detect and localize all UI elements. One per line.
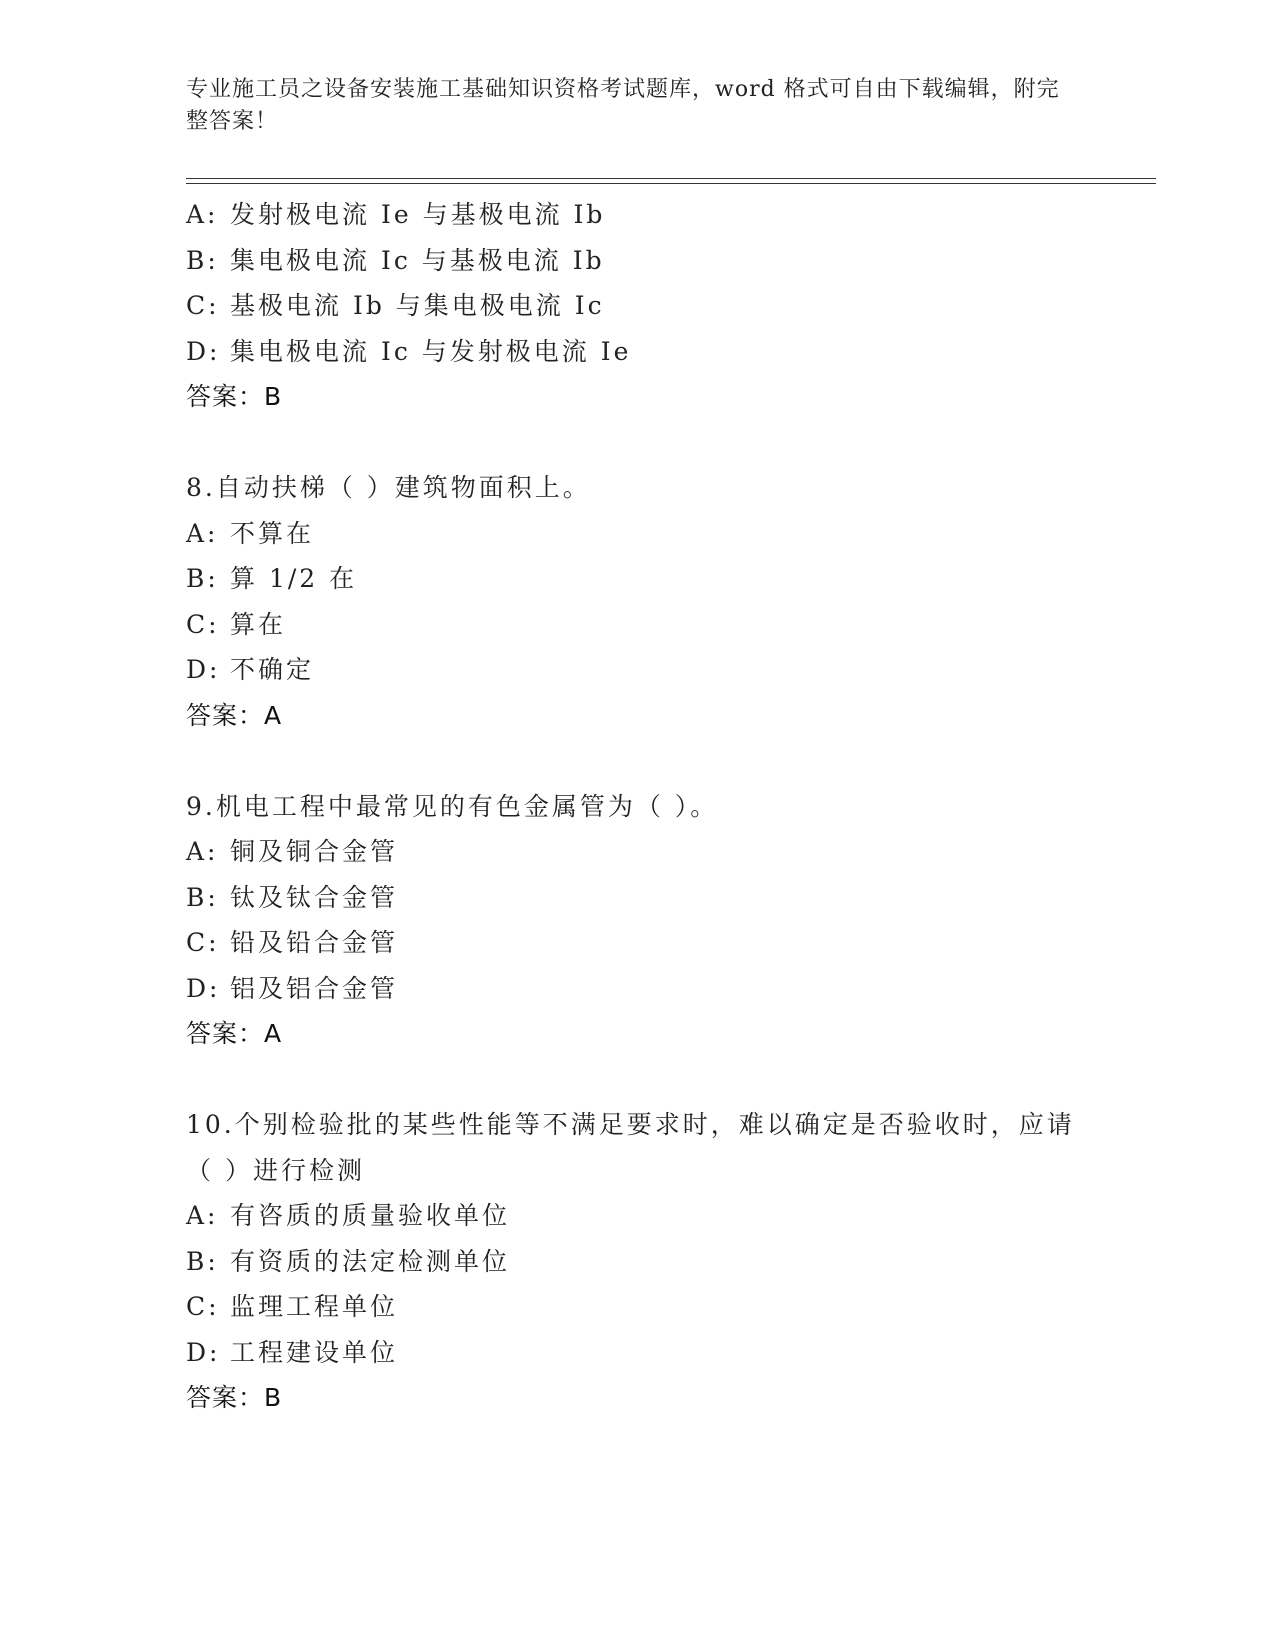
option-label: C: (186, 928, 220, 957)
option-label: B: (186, 564, 219, 593)
option-text: 不确定 (230, 655, 315, 684)
option-d (186, 647, 1156, 693)
option-d (186, 966, 1156, 1012)
option-text: 有资质的法定检测单位 (230, 1246, 511, 1276)
question-block (186, 784, 1156, 1057)
option-label: D: (186, 973, 221, 1003)
option-c (186, 602, 1156, 648)
header-note: 专业施工员之设备安装施工基础知识资格考试题库，word 格式可自由下载编辑，附完整答案！ (186, 77, 1060, 134)
option-label: C: (186, 1292, 220, 1321)
option-text: 不算在 (230, 518, 315, 548)
option-b (186, 238, 1156, 284)
answer-line: 答案：A (186, 700, 283, 730)
option-label: D: (186, 1337, 221, 1367)
option-text: 集电极电流 Ic 与基极电流 Ib (230, 245, 605, 275)
option-label: A: (186, 518, 219, 548)
option-c (186, 920, 1156, 966)
option-text: 钛及钛合金管 (230, 882, 399, 912)
option-label: B: (186, 882, 219, 912)
option-d (186, 1330, 1156, 1376)
option-text: 工程建设单位 (230, 1337, 399, 1367)
option-c (186, 283, 1156, 329)
option-label: A: (186, 200, 219, 229)
option-text: 监理工程单位 (230, 1292, 399, 1321)
option-label: A: (186, 837, 219, 866)
option-text: 铅及铅合金管 (230, 928, 399, 957)
option-label: D: (186, 655, 221, 684)
question-block (186, 192, 1156, 420)
question-stem: 8.自动扶梯（ ）建筑物面积上。 (186, 473, 591, 502)
question-block (186, 465, 1156, 738)
option-a (186, 1193, 1156, 1239)
option-label: D: (186, 336, 221, 366)
option-text: 算在 (230, 609, 287, 639)
option-b (186, 875, 1156, 921)
spacer (186, 420, 1156, 466)
option-text: 铜及铜合金管 (230, 837, 399, 866)
spacer (186, 1057, 1156, 1103)
option-c (186, 1284, 1156, 1330)
option-text: 铝及铝合金管 (230, 973, 399, 1003)
spacer (186, 738, 1156, 784)
question-stem: 10.个别检验批的某些性能等不满足要求时，难以确定是否验收时，应请（ ）进行检测 (186, 1110, 1075, 1185)
option-b (186, 556, 1156, 602)
option-text: 集电极电流 Ic 与发射极电流 Ie (230, 336, 632, 366)
answer-line: 答案：A (186, 1019, 283, 1048)
option-label: C: (186, 291, 220, 320)
option-a (186, 829, 1156, 875)
option-text: 算 1/2 在 (230, 564, 358, 593)
answer-line: 答案：B (186, 382, 283, 411)
option-text: 基极电流 Ib 与集电极电流 Ic (230, 291, 605, 320)
header-rule-top (186, 178, 1156, 179)
option-a (186, 192, 1156, 238)
question-block (186, 1102, 1156, 1421)
header-rule-bottom (186, 183, 1156, 184)
option-a (186, 511, 1156, 557)
option-label: B: (186, 1246, 219, 1276)
option-label: A: (186, 1201, 219, 1230)
question-stem: 9.机电工程中最常见的有色金属管为（ ）。 (186, 791, 719, 821)
option-b (186, 1239, 1156, 1285)
answer-line: 答案：B (186, 1383, 283, 1412)
option-d (186, 329, 1156, 375)
option-text: 有咨质的质量验收单位 (230, 1201, 511, 1230)
option-label: C: (186, 609, 220, 639)
option-label: B: (186, 245, 219, 275)
question-list (186, 192, 1156, 1421)
option-text: 发射极电流 Ie 与基极电流 Ib (230, 200, 606, 229)
